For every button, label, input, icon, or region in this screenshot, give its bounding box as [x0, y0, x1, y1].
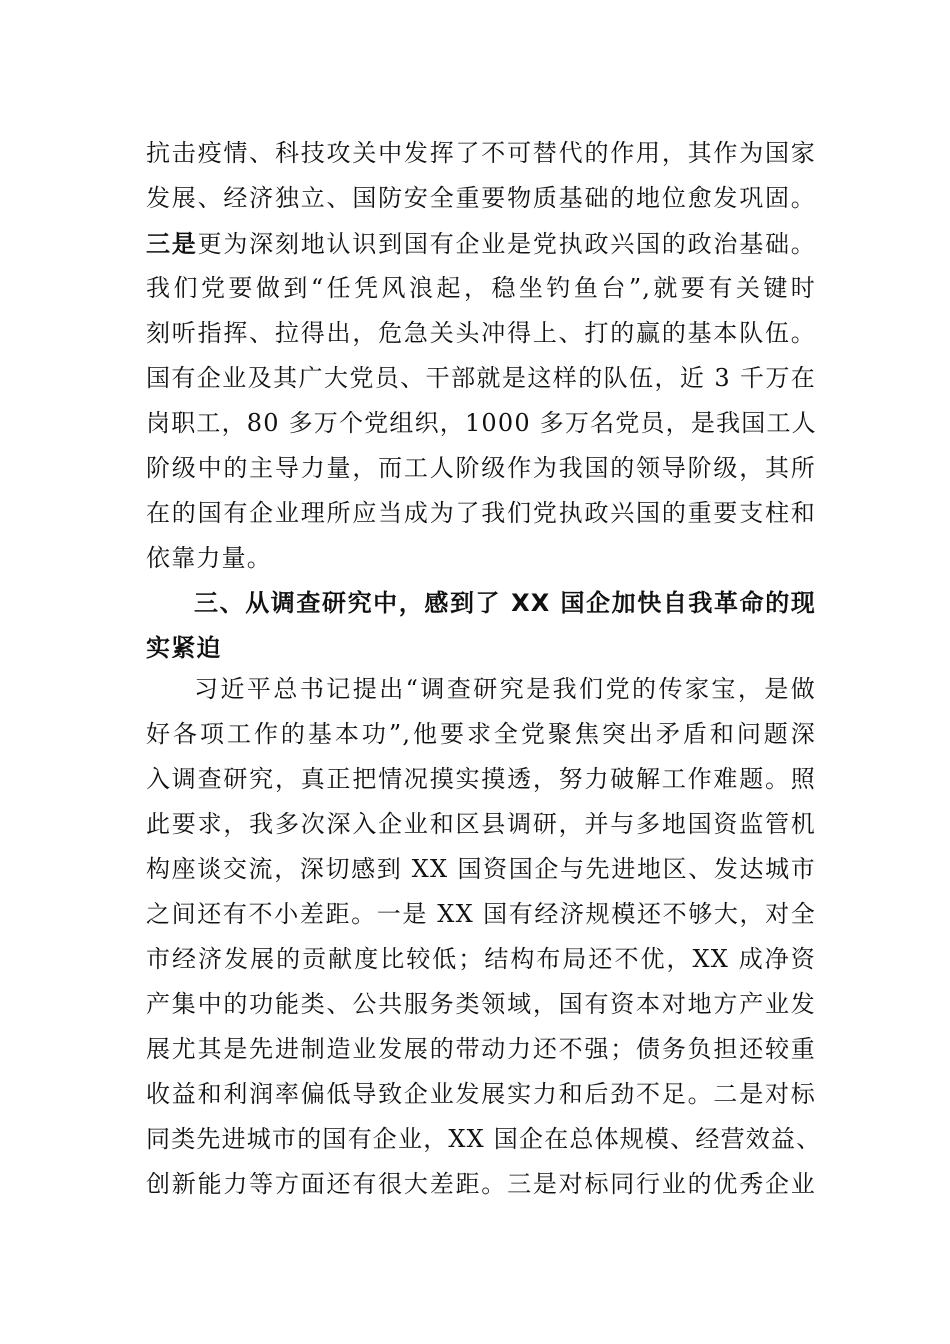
heading-line: 三、从调查研究中，感到了 XX 国企加快自我革命的现 [194, 589, 816, 617]
text-line: 入调查研究，真正把情况摸实摸透，努力破解工作难题。照 [146, 765, 816, 793]
text-line: 产集中的功能类、公共服务类领域，国有资本对地方产业发 [146, 990, 816, 1018]
text-line: 抗击疫情、科技攻关中发挥了不可替代的作用，其作为国家 [146, 139, 816, 167]
text-line-point-three [146, 221, 816, 266]
text-line: 好各项工作的基本功”,他要求全党聚焦突出矛盾和问题深 [146, 720, 816, 748]
text-line: 发展、经济独立、国防安全重要物质基础的地位愈发巩固。 [146, 184, 816, 212]
text-line: 构座谈交流，深切感到 XX 国资国企与先进地区、发达城市 [146, 855, 816, 883]
text-line: 国有企业及其广大党员、干部就是这样的队伍，近 3 千万在 [146, 364, 816, 392]
text-line: 收益和利润率偏低导致企业发展实力和后劲不足。二是对标 [146, 1080, 816, 1108]
point-three-lead: 三是 [146, 229, 198, 258]
text-line: 阶级中的主导力量，而工人阶级作为我国的领导阶级，其所 [146, 454, 816, 482]
point-three-text: 更为深刻地认识到国有企业是党执政兴国的政治基础。 [197, 230, 816, 258]
text-line: 之间还有不小差距。一是 XX 国有经济规模还不够大，对全 [146, 900, 816, 928]
paragraph-investigation [146, 667, 822, 1207]
heading-line: 实紧迫 [146, 634, 222, 662]
text-line: 创新能力等方面还有很大差距。三是对标同行业的优秀企业 [146, 1170, 816, 1198]
text-line: 刻听指挥、拉得出，危急关头冲得上、打的赢的基本队伍。 [146, 319, 816, 347]
text-line: 岗职工，80 多万个党组织，1000 多万名党员，是我国工人 [146, 409, 817, 437]
text-line: 同类先进城市的国有企业，XX 国企在总体规模、经营效益、 [146, 1125, 822, 1153]
text-line: 此要求，我多次深入企业和区县调研，并与多地国资监管机 [146, 810, 816, 838]
section-heading-three [146, 581, 816, 671]
text-line: 依靠力量。 [146, 544, 272, 572]
text-line: 在的国有企业理所应当成为了我们党执政兴国的重要支柱和 [146, 499, 816, 527]
text-line: 我们党要做到“任凭风浪起，稳坐钓鱼台”,就要有关键时 [146, 274, 816, 302]
paragraph-national-foundation [146, 131, 816, 581]
text-line: 展尤其是先进制造业发展的带动力还不强；债务负担还较重 [146, 1035, 816, 1063]
text-line: 市经济发展的贡献度比较低；结构布局还不优，XX 成净资 [146, 945, 816, 973]
text-line: 习近平总书记提出“调查研究是我们党的传家宝，是做 [194, 675, 816, 703]
